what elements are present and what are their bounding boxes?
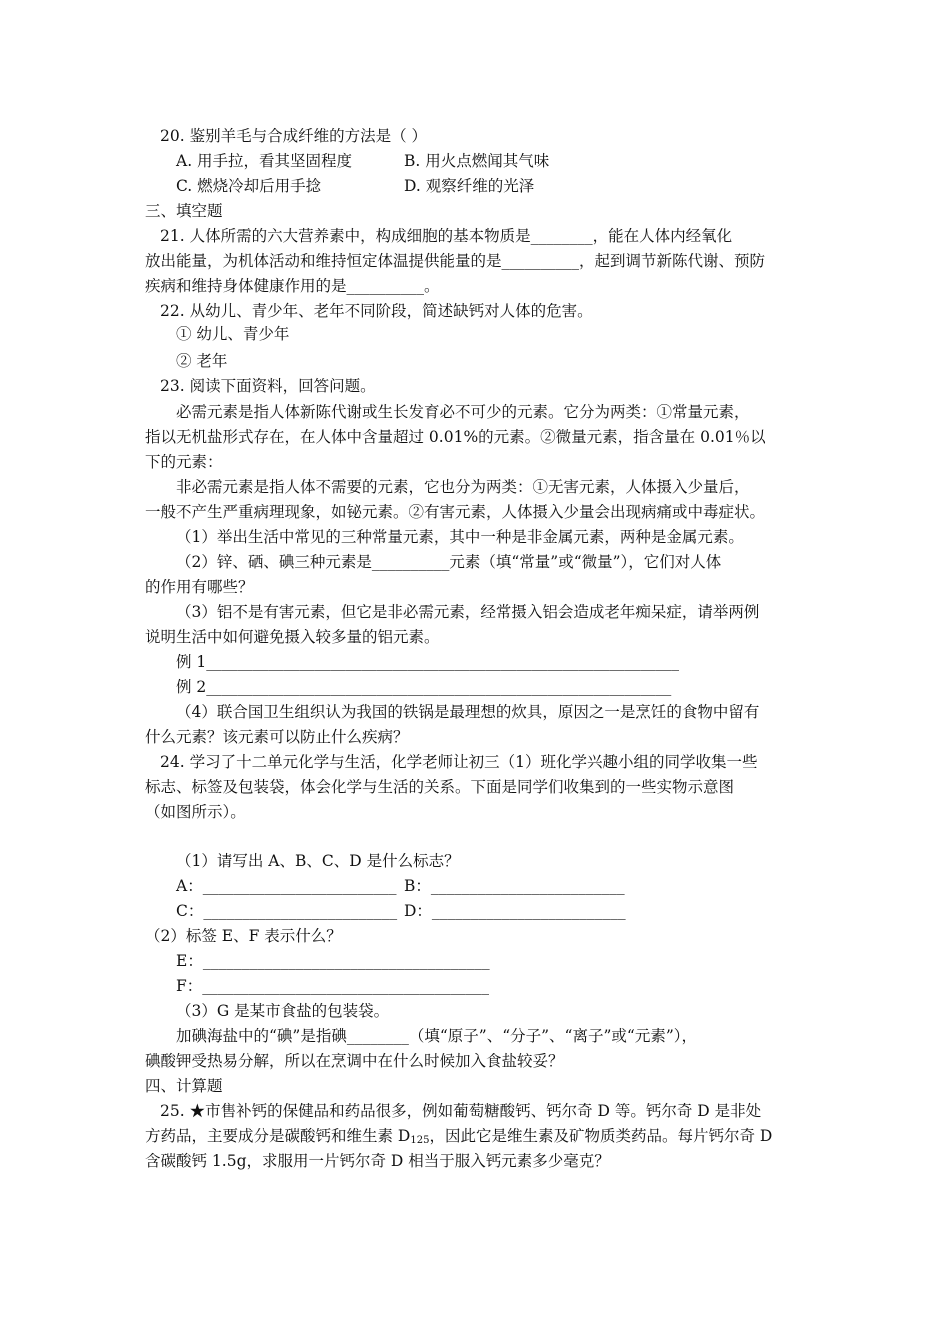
- q20-option-a: A. 用手拉，看其坚固程度: [176, 152, 353, 170]
- q24-sub1: （1）请写出 A、B、C、D 是什么标志？: [176, 852, 460, 870]
- q25-line1: 25. ★市售补钙的保健品和药品很多，例如葡萄糖酸钙、钙尔奇 D 等。钙尔奇 D 是非处: [160, 1102, 762, 1120]
- q21-line2: 放出能量，为机体活动和维持恒定体温提供能量的是__________，起到调节新陈代谢、预防: [145, 252, 766, 270]
- q23-sub1: （1）举出生活中常见的三种常量元素，其中一种是非金属元素，两种是金属元素。: [176, 528, 744, 546]
- q24-sub3: （3）G 是某市食盐的包装袋。: [176, 1002, 390, 1020]
- q23-example1: 例 1_____________________________________________________________: [176, 653, 680, 671]
- q20-option-b: B. 用火点燃闻其气味: [404, 152, 550, 170]
- q22-stem: 22. 从幼儿、青少年、老年不同阶段，简述缺钙对人体的危害。: [160, 302, 593, 320]
- q23-para1-line3: 下的元素：: [145, 453, 223, 471]
- q24-para1: 加碘海盐中的“碘”是指碘________（填“原子”、“分子”、“离子”或“元素”），: [176, 1027, 697, 1045]
- q23-sub2-line2: 的作用有哪些？: [145, 578, 254, 596]
- q20-stem: 20. 鉴别羊毛与合成纤维的方法是（ ）: [160, 127, 428, 145]
- q23-sub3-line1: （3）铝不是有害元素，但它是非必需元素，经常摄入铝会造成老年痴呆症，请举两例: [176, 603, 760, 621]
- q25-line3: 含碳酸钙 1.5g，求服用一片钙尔奇 D 相当于服入钙元素多少毫克？: [145, 1152, 610, 1170]
- q20-option-d: D. 观察纤维的光泽: [404, 177, 535, 195]
- q25-line2: [145, 1125, 772, 1152]
- q21-line3: 疾病和维持身体健康作用的是__________。: [145, 277, 440, 295]
- q22-item2: ② 老年: [176, 352, 228, 370]
- q24-answer-c: C：_________________________: [176, 902, 398, 920]
- section-calculation-heading: 四、计算题: [145, 1077, 223, 1095]
- q24-answer-f: F：_____________________________________: [176, 977, 490, 995]
- q20-option-c: C. 燃烧冷却后用手捻: [176, 177, 322, 195]
- q23-sub3-line2: 说明生活中如何避免摄入较多量的铝元素。: [145, 628, 440, 646]
- q24-answer-d: D：_________________________: [404, 902, 626, 920]
- q23-para1-line1: 必需元素是指人体新陈代谢或生长发育必不可少的元素。它分为两类：①常量元素，: [176, 403, 750, 421]
- section-fill-in-heading: 三、填空题: [145, 202, 223, 220]
- vitamin-d-subscript: 125: [410, 1135, 430, 1146]
- q24-line1: 24. 学习了十二单元化学与生活，化学老师让初三（1）班化学兴趣小组的同学收集一些: [160, 753, 758, 771]
- q25-line2-part1: 方药品，主要成分是碳酸钙和维生素 D: [145, 1127, 411, 1145]
- q24-sub2: （2）标签 E、F 表示什么？: [145, 927, 342, 945]
- q24-line2: 标志、标签及包装袋，体会化学与生活的关系。下面是同学们收集到的一些实物示意图: [145, 778, 735, 796]
- q25-line2-part2: ，因此它是维生素及矿物质类药品。每片钙尔奇 D: [429, 1127, 773, 1145]
- q24-para2: 碘酸钾受热易分解，所以在烹调中在什么时候加入食盐较妥？: [145, 1052, 564, 1070]
- q23-sub4-line1: （4）联合国卫生组织认为我国的铁锅是最理想的炊具，原因之一是烹饪的食物中留有: [176, 703, 760, 721]
- q24-answer-b: B：_________________________: [404, 877, 625, 895]
- q24-answer-e: E：_____________________________________: [176, 952, 490, 970]
- q23-para1-line2: 指以无机盐形式存在，在人体中含量超过 0.01%的元素。②微量元素，指含量在 0.01％以: [145, 428, 766, 446]
- q24-line3: （如图所示）。: [145, 803, 246, 821]
- q22-item1: ① 幼儿、青少年: [176, 325, 290, 343]
- q24-answer-a: A：_________________________: [176, 877, 397, 895]
- q23-example2: 例 2____________________________________________________________: [176, 678, 672, 696]
- q21-line1: 21. 人体所需的六大营养素中，构成细胞的基本物质是________，能在人体内经氧化: [160, 227, 733, 245]
- q23-para2-line2: 一般不产生严重病理现象，如铋元素。②有害元素，人体摄入少量会出现病痛或中毒症状。: [145, 503, 766, 521]
- q23-sub2-line1: （2）锌、硒、碘三种元素是__________元素（填“常量”或“微量”），它们对人体: [176, 553, 722, 571]
- q23-para2-line1: 非必需元素是指人体不需要的元素，它也分为两类：①无害元素，人体摄入少量后，: [176, 478, 750, 496]
- q23-sub4-line2: 什么元素？该元素可以防止什么疾病？: [145, 728, 409, 746]
- q23-stem: 23. 阅读下面资料，回答问题。: [160, 377, 376, 395]
